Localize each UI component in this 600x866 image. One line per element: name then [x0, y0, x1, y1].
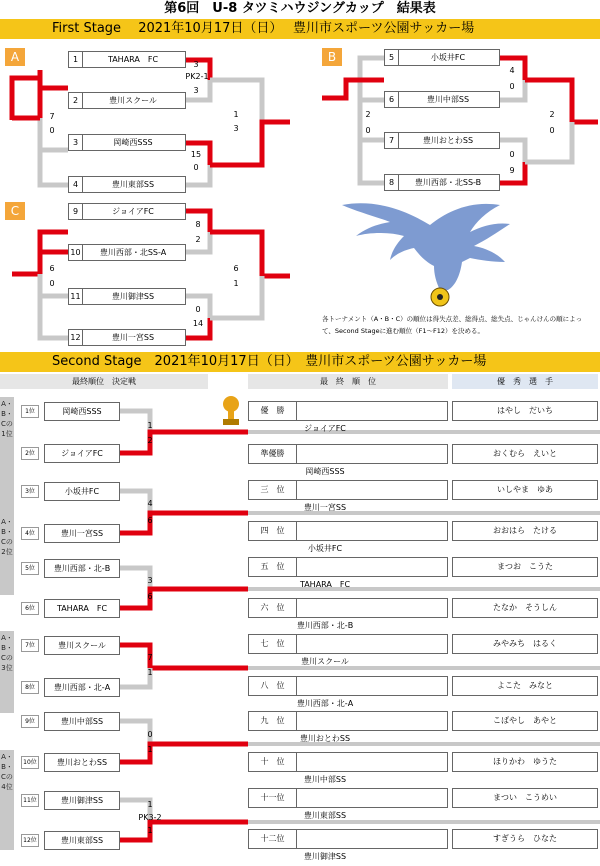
team-number: 11 [69, 289, 83, 304]
seed-rank-label: 8位 [21, 681, 39, 694]
side-label-3rd: A・B・Cの3位 [0, 631, 14, 713]
team-number: 3 [69, 135, 83, 150]
final-team-name: 小坂井FC [307, 544, 343, 553]
seed-team-name: TAHARA FC [44, 599, 120, 618]
final-rank-row [248, 829, 448, 861]
seed-rank-label: 3位 [21, 485, 39, 498]
score: 2 [365, 110, 371, 119]
team-name: TAHARA FC [107, 55, 159, 64]
playoff-score: 7 [147, 653, 153, 662]
final-team-name: 豊川東部SS [303, 811, 347, 820]
final-rank-label: 八 位 [249, 677, 297, 695]
score: 0 [509, 150, 515, 159]
final-rank-label: 十一位 [249, 789, 297, 807]
playoff-score: 0 [147, 730, 153, 739]
team-name: 豊川東部SS [111, 180, 155, 189]
final-team-name: 豊川スクール [301, 657, 349, 666]
playoff-score: 1 [147, 421, 153, 430]
final-rank-row [248, 711, 448, 743]
final-rank-row [248, 788, 448, 820]
side-label-4th: A・B・Cの4位 [0, 750, 14, 850]
final-rank-label: 五 位 [249, 558, 297, 576]
team-number: 9 [69, 204, 83, 219]
score: 6 [233, 264, 239, 273]
best-player-name: すぎうら ひなた [452, 829, 598, 849]
ranking-note: 各トーナメント（A・B・C）の順位は得失点差、総得点、総失点、じゃんけんの順によって、Second Stageに進む順位（F1〜F12）を決める。 [322, 315, 583, 335]
final-rank-label: 十 位 [249, 753, 297, 771]
seed-rank-label: 10位 [21, 756, 39, 769]
playoff-score: 2 [147, 436, 153, 445]
seed-team-name: ジョイアFC [44, 444, 120, 463]
team-name: 豊川スクール [109, 96, 157, 105]
final-team-name: 豊川西部・北-A [296, 699, 354, 708]
seed-rank-label: 6位 [21, 602, 39, 615]
team-number: 2 [69, 93, 83, 108]
seed-team-name: 豊川東部SS [44, 831, 120, 850]
final-team-name: 豊川おとわSS [299, 734, 351, 743]
final-team-name: ジョイアFC [304, 424, 346, 433]
best-player-name: ほりかわ ゆうた [452, 752, 598, 772]
score: 3 [193, 60, 199, 69]
final-team-name: 豊川一宮SS [303, 503, 347, 512]
score: 1 [233, 279, 239, 288]
side-label-1st: A・B・Cの1位 [0, 397, 14, 515]
seed-rank-label: 7位 [21, 639, 39, 652]
seed-rank-label: 5位 [21, 562, 39, 575]
team-number: 10 [69, 245, 83, 260]
team-name: 小坂井FC [430, 53, 466, 62]
final-rank-row [248, 401, 448, 433]
score: 1 [233, 110, 239, 119]
team-name: ジョイアFC [112, 207, 154, 216]
side-label-2nd: A・B・Cの2位 [0, 515, 14, 595]
seed-team-name: 豊川御津SS [44, 791, 120, 810]
best-player-name: たなか そうしん [452, 598, 598, 618]
team-number: 4 [69, 177, 83, 192]
final-rank-row [248, 598, 448, 630]
team-name: 豊川中部SS [426, 95, 470, 104]
score: 9 [509, 166, 515, 175]
seed-team-name: 豊川一宮SS [44, 524, 120, 543]
final-rank-row [248, 676, 448, 708]
score: 7 [49, 112, 55, 121]
final-rank-row [248, 752, 448, 784]
best-player-name: こばやし あやと [452, 711, 598, 731]
score: 0 [49, 126, 55, 135]
pk-score: PK3-2 [138, 813, 162, 822]
score: 3 [193, 86, 199, 95]
best-player-name: まつい こうめい [452, 788, 598, 808]
score: 0 [49, 279, 55, 288]
final-rank-label: 優 勝 [249, 402, 297, 420]
score: 0 [195, 305, 201, 314]
score: 0 [509, 82, 515, 91]
score: 4 [509, 66, 515, 75]
final-rank-label: 四 位 [249, 522, 297, 540]
seed-team-name: 岡崎西SSS [44, 402, 120, 421]
best-player-name: よこた みなと [452, 676, 598, 696]
playoff-score: 1 [147, 668, 153, 677]
playoff-score: 6 [147, 516, 153, 525]
seed-team-name: 小坂井FC [44, 482, 120, 501]
header-final-rank: 最 終 順 位 [248, 374, 448, 389]
final-team-name: 豊川西部・北-B [296, 621, 354, 630]
seed-rank-label: 12位 [21, 834, 39, 847]
final-rank-row [248, 521, 448, 553]
final-rank-label: 十二位 [249, 830, 297, 848]
score: 3 [233, 124, 239, 133]
team-name: 豊川西部・北SS-B [414, 178, 482, 187]
team-name: 豊川西部・北SS-A [99, 248, 167, 257]
team-name: 豊川おとわSS [422, 136, 474, 145]
playoff-score: 1 [147, 800, 153, 809]
seed-team-name: 豊川スクール [44, 636, 120, 655]
playoff-score: 3 [147, 576, 153, 585]
final-rank-row [248, 444, 448, 476]
final-rank-label: 三 位 [249, 481, 297, 499]
group-a-badge: A [5, 48, 25, 66]
pk-score: PK2-1 [185, 72, 209, 81]
best-player-name: まつお こうた [452, 557, 598, 577]
team-number: 8 [385, 175, 399, 190]
score: 0 [193, 163, 199, 172]
team-number: 12 [69, 330, 83, 345]
team-name: 豊川一宮SS [111, 333, 155, 342]
page-title: 第6回 U-8 タツミハウジングカップ 結果表 [164, 1, 436, 16]
team-number: 1 [69, 52, 83, 67]
score: 14 [192, 319, 204, 328]
final-rank-row [248, 557, 448, 589]
final-rank-label: 七 位 [249, 635, 297, 653]
seed-team-name: 豊川中部SS [44, 712, 120, 731]
score: 15 [190, 150, 202, 159]
final-rank-row [248, 480, 448, 512]
final-rank-row [248, 634, 448, 666]
score: 0 [549, 126, 555, 135]
second-stage-band: Second Stage 2021年10月17日（日） 豊川市スポーツ公園サッカー場 [0, 352, 600, 372]
best-player-name: おおはら たける [452, 521, 598, 541]
seed-rank-label: 9位 [21, 715, 39, 728]
score: 8 [195, 220, 201, 229]
group-b-badge: B [322, 48, 342, 66]
final-team-name: 岡崎西SSS [305, 467, 345, 476]
team-number: 5 [385, 50, 399, 65]
best-player-name: いしやま ゆあ [452, 480, 598, 500]
group-c-badge: C [5, 202, 25, 220]
team-number: 6 [385, 92, 399, 107]
playoff-score: 1 [147, 745, 153, 754]
seed-rank-label: 11位 [21, 794, 39, 807]
best-player-name: みやみち はるく [452, 634, 598, 654]
final-team-name: TAHARA FC [299, 580, 351, 589]
seed-rank-label: 1位 [21, 405, 39, 418]
final-team-name: 豊川御津SS [303, 852, 347, 861]
playoff-score: 4 [147, 499, 153, 508]
best-player-name: はやし だいち [452, 401, 598, 421]
seed-team-name: 豊川おとわSS [44, 753, 120, 772]
team-number: 7 [385, 133, 399, 148]
final-rank-label: 準優勝 [249, 445, 297, 463]
playoff-score: 1 [147, 826, 153, 835]
team-name: 岡崎西SSS [113, 138, 153, 147]
seed-team-name: 豊川西部・北-B [44, 559, 120, 578]
final-rank-label: 九 位 [249, 712, 297, 730]
score: 0 [365, 126, 371, 135]
team-name: 豊川御津SS [111, 292, 155, 301]
best-player-name: おくむら えいと [452, 444, 598, 464]
score: 2 [549, 110, 555, 119]
header-best-player: 優 秀 選 手 [452, 374, 598, 389]
seed-rank-label: 2位 [21, 447, 39, 460]
first-stage-band: First Stage 2021年10月17日（日） 豊川市スポーツ公園サッカー場 [0, 19, 600, 39]
score: 6 [49, 264, 55, 273]
seed-rank-label: 4位 [21, 527, 39, 540]
score: 2 [195, 235, 201, 244]
final-rank-label: 六 位 [249, 599, 297, 617]
playoff-score: 6 [147, 592, 153, 601]
seed-team-name: 豊川西部・北-A [44, 678, 120, 697]
final-team-name: 豊川中部SS [303, 775, 347, 784]
header-final-playoff: 最終順位 決定戦 [0, 374, 208, 389]
